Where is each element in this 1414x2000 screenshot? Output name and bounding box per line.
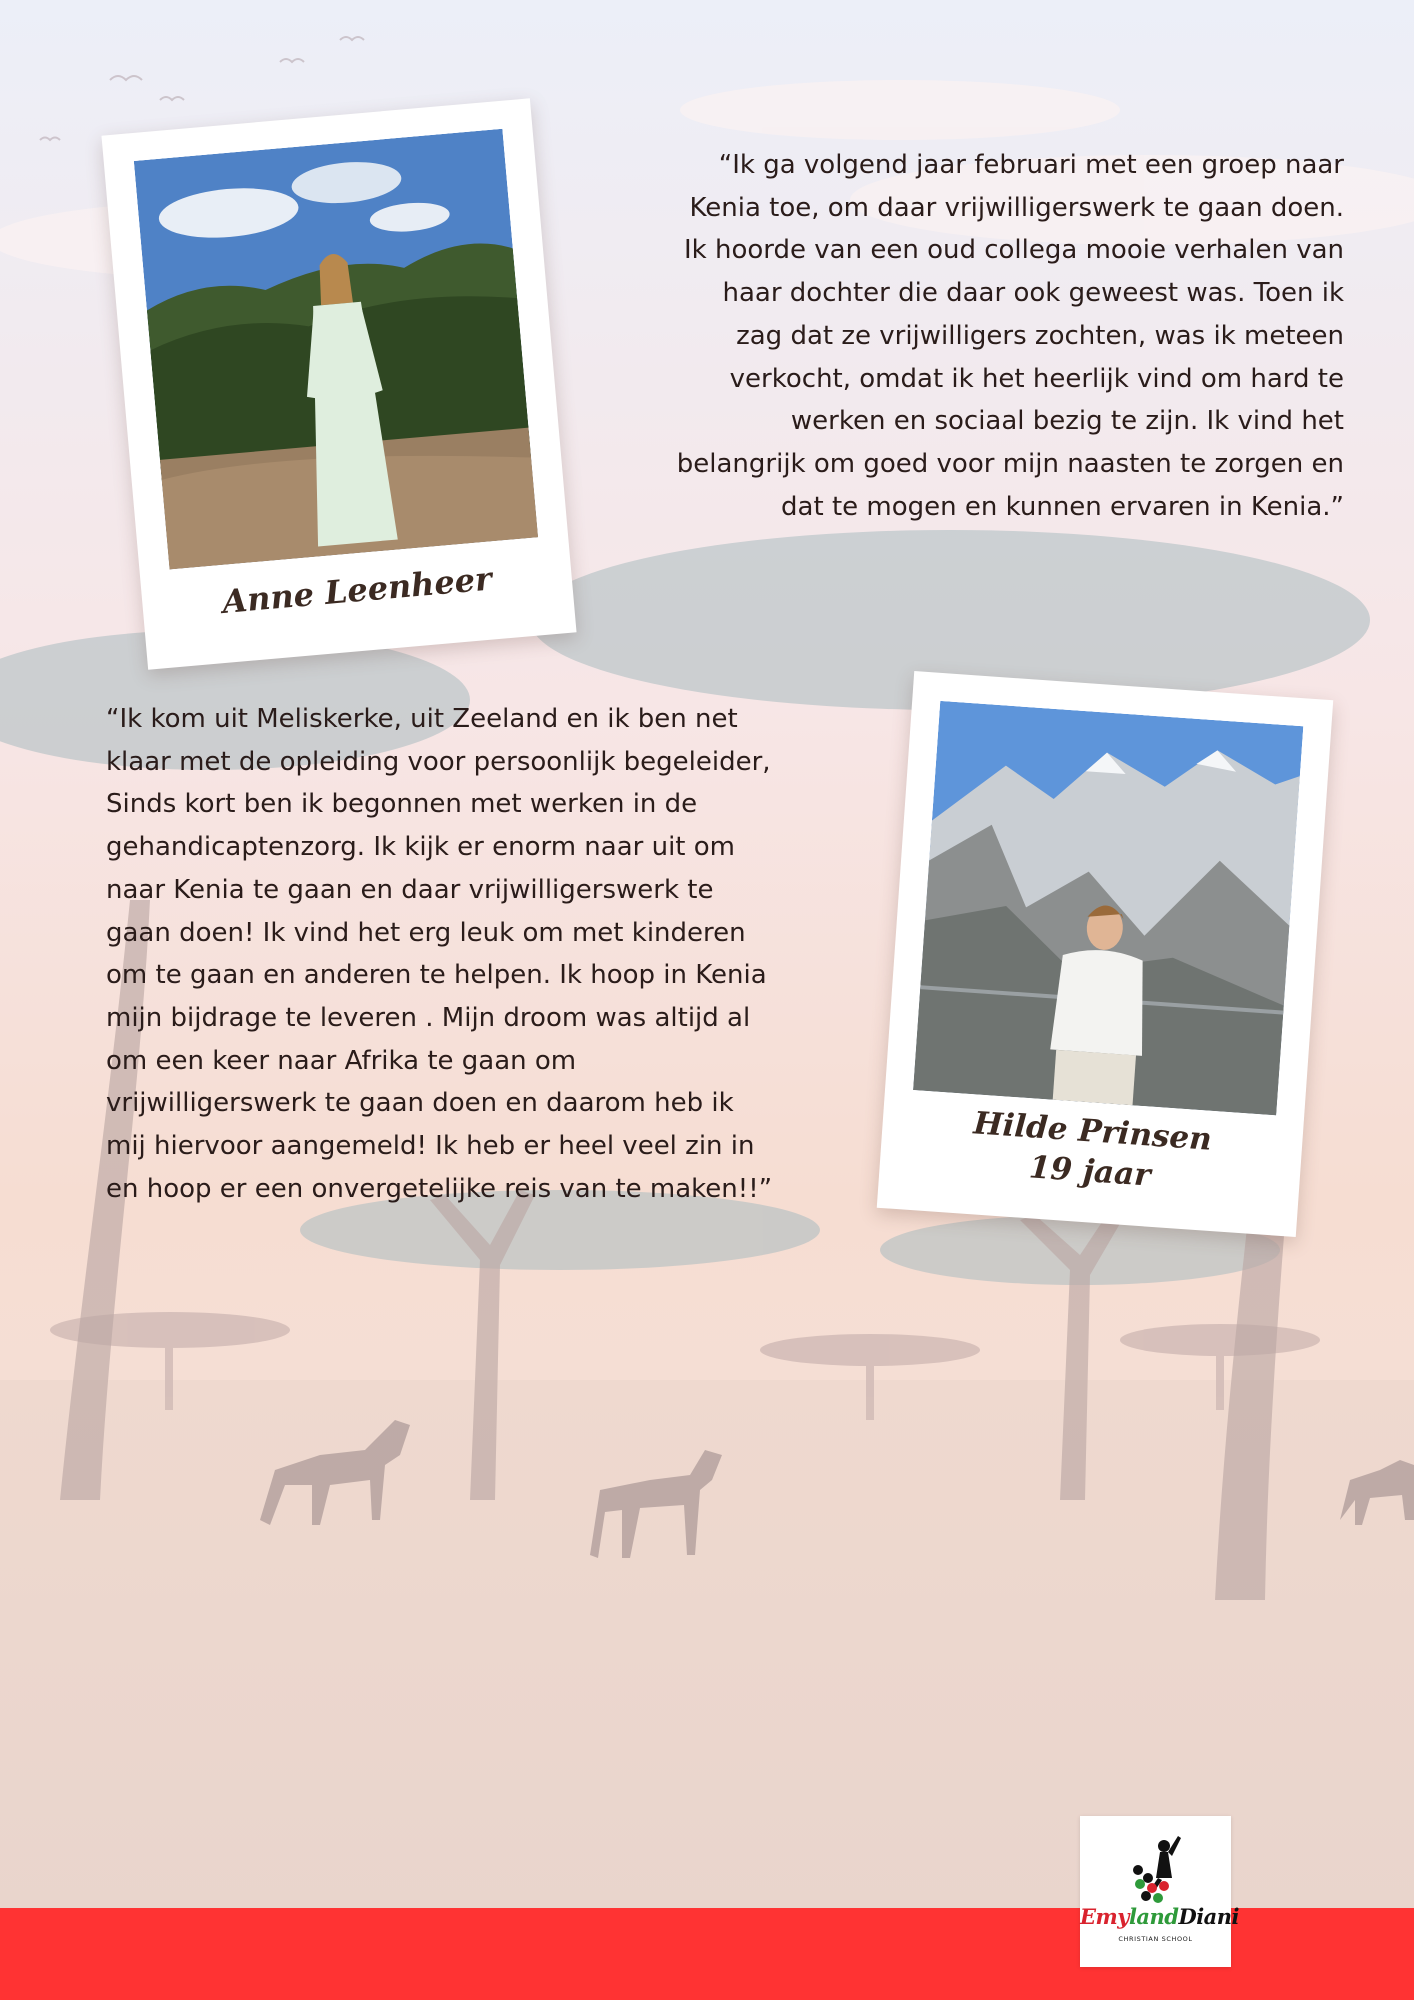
logo-figure-icon <box>1080 1816 1240 1967</box>
school-logo <box>1080 1816 1240 1967</box>
logo-subtitle: CHRISTIAN SCHOOL <box>1118 1935 1193 1943</box>
polaroid-anne <box>101 98 576 669</box>
name-anne: Anne Leenheer <box>220 559 494 621</box>
age-hilde: 19 jaar <box>1027 1149 1152 1194</box>
quote-hilde: “Ik kom uit Meliskerke, uit Zeeland en ik ben net klaar met de opleiding voor persoonlijk begeleider, Sinds kort ben ik begonnen met werken in de gehandicaptenzorg. Ik kijk er enorm naar uit om naar Kenia te gaan en daar vrijwilligerswerk te gaan doen! Ik vind het erg leuk om met kinderen om te gaan en anderen te helpen. Ik hoop in Kenia mijn bijdrage te leveren . Mijn droom was altijd al om een keer naar Afrika te gaan om vrijwilligerswerk te gaan doen en daarom heb ik mij hiervoor aangemeld! Ik heb er heel veel zin in en hoop er een onvergetelijke reis van te maken!!” <box>106 704 773 1204</box>
photo-hilde <box>913 701 1303 1115</box>
name-hilde: Hilde Prinsen <box>972 1105 1213 1158</box>
photo-anne <box>134 129 538 570</box>
logo-wordmark: EmylandDiani <box>1080 1904 1240 1929</box>
polaroid-hilde <box>877 671 1334 1237</box>
quote-anne: “Ik ga volgend jaar februari met een groep naar Kenia toe, om daar vrijwilligerswerk te gaan doen. Ik hoorde van een oud collega mooie verhalen van haar dochter die daar ook geweest was. Toen ik zag dat ze vrijwilligers zochten, was ik meteen verkocht, omdat ik het heerlijk vind om hard te werken en sociaal bezig te zijn. Ik vind het belangrijk om goed voor mijn naasten te zorgen en dat te mogen en kunnen ervaren in Kenia.” <box>676 150 1344 522</box>
